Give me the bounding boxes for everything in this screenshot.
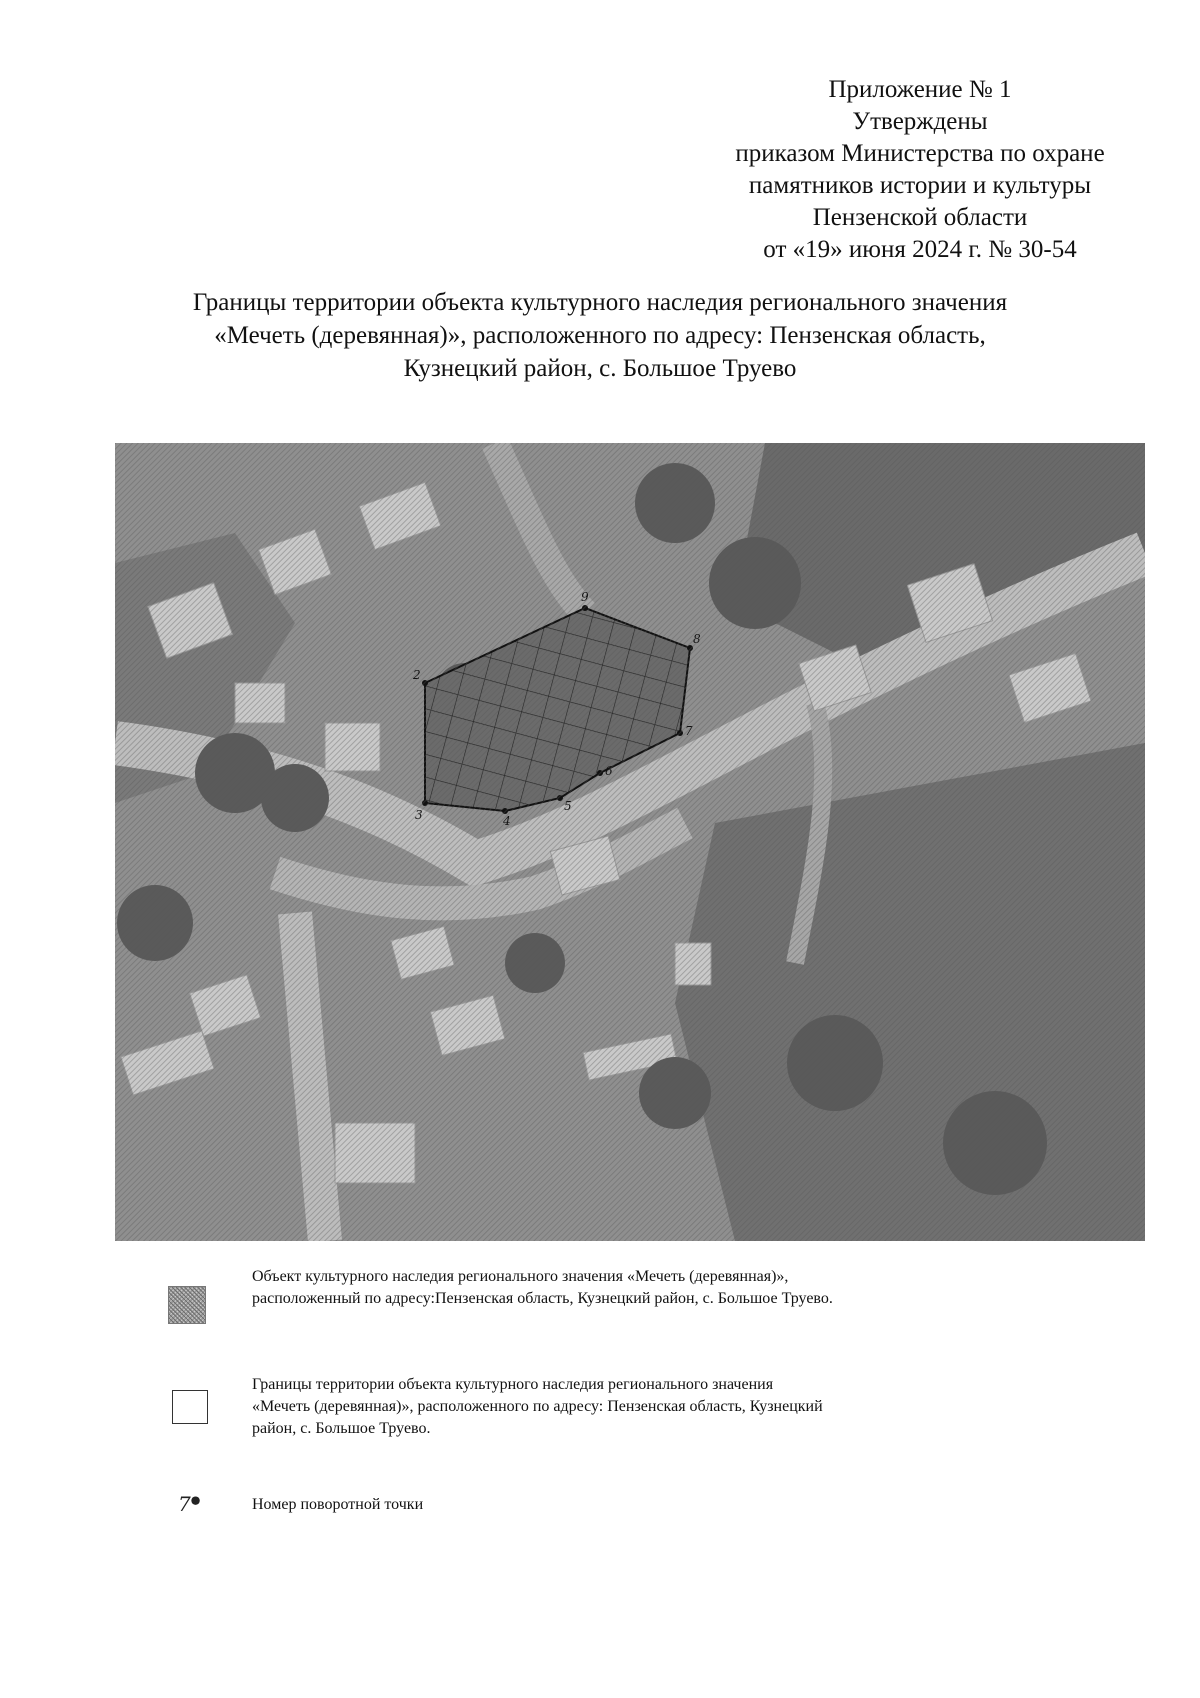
approval-line: Пензенской области: [812, 204, 1028, 231]
point-marker-icon: ●: [190, 1493, 201, 1507]
legend-object-text: [252, 1266, 1032, 1310]
point-sample-number: 7: [178, 1492, 191, 1516]
title-line: «Мечеть (деревянная)», расположенного по адресу: Пензенская область,: [214, 322, 986, 349]
approval-line: Приложение № 1: [828, 76, 1012, 103]
legend-line: Границы территории объекта культурного наследия регионального значения: [252, 1376, 774, 1393]
approval-block: [690, 74, 1150, 266]
legend-boundary-text: [252, 1374, 1032, 1440]
legend-line: «Мечеть (деревянная)», расположенного по адресу: Пензенская область, Кузнецкий: [252, 1398, 823, 1415]
halftone-texture: [115, 443, 1145, 1241]
map-canvas: [115, 443, 1145, 1241]
legend-line: район, с. Большое Труево.: [252, 1420, 431, 1437]
legend-item-boundary: [160, 1374, 1060, 1446]
title-line: Кузнецкий район, с. Большое Труево: [403, 355, 797, 382]
approval-line: Утверждены: [852, 108, 988, 135]
boundary-swatch: [172, 1390, 208, 1424]
approval-line: от «19» июня 2024 г. № 30-54: [763, 236, 1077, 263]
aerial-map: [115, 443, 1145, 1241]
legend-point-text: Номер поворотной точки: [252, 1496, 424, 1513]
legend-line: расположенный по адресу:Пензенская область, Кузнецкий район, с. Большое Труево.: [252, 1290, 833, 1307]
point-number-sample: [178, 1492, 200, 1516]
legend-item-object: [160, 1266, 1060, 1326]
approval-line: приказом Министерства по охране: [735, 140, 1105, 167]
legend-item-point: [160, 1494, 1060, 1524]
legend-line: Объект культурного наследия регионального значения «Мечеть (деревянная)»,: [252, 1268, 789, 1285]
approval-line: памятников истории и культуры: [748, 172, 1092, 199]
title-line: Границы территории объекта культурного наследия регионального значения: [192, 289, 1008, 316]
document-title: [120, 286, 1080, 385]
object-swatch: [168, 1286, 206, 1324]
